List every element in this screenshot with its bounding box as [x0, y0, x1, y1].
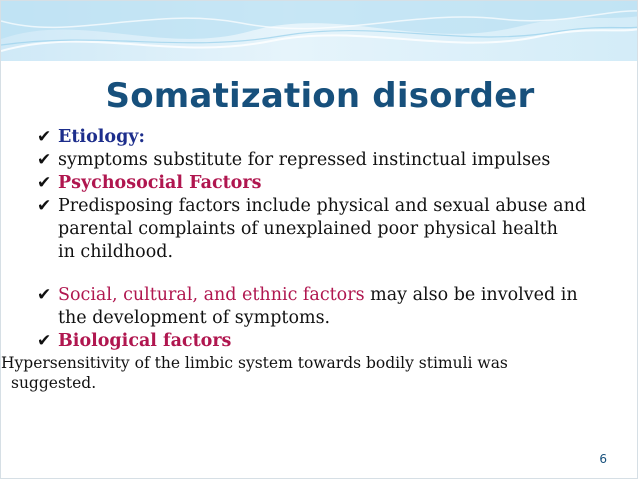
- wave-decoration: [1, 1, 638, 61]
- check-bullet-icon: ✔: [37, 331, 52, 351]
- check-bullet-icon: ✔: [37, 150, 52, 170]
- predisposing-line-1: Predisposing factors include physical and sexual abuse and: [58, 196, 587, 216]
- check-bullet-icon: ✔: [37, 196, 52, 216]
- hypersensitivity-line-1: Hypersensitivity of the limbic system towards bodily stimuli was: [1, 354, 508, 372]
- social-cultural-line-2: the development of symptoms.: [58, 308, 331, 328]
- list-item-psychosocial: [37, 172, 617, 195]
- slide-title: Somatization disorder: [105, 76, 535, 116]
- list-item-biological: [37, 330, 617, 353]
- check-bullet-icon: ✔: [37, 173, 52, 193]
- check-bullet-icon: ✔: [37, 285, 52, 305]
- decorative-wave-banner: [1, 1, 638, 61]
- list-item-social-cultural: [37, 284, 617, 330]
- check-bullet-icon: ✔: [37, 127, 52, 147]
- hypersensitivity-line-2: suggested.: [11, 374, 97, 392]
- list-item-symptoms: [37, 149, 617, 172]
- list-item-predisposing: [37, 195, 617, 264]
- page-number: 6: [599, 452, 607, 466]
- social-cultural-highlight: Social, cultural, and ethnic factors: [58, 285, 365, 305]
- etiology-heading: Etiology:: [58, 127, 145, 147]
- hypersensitivity-paragraph: [1, 353, 601, 393]
- biological-heading: Biological factors: [58, 331, 232, 351]
- psychosocial-heading: Psychosocial Factors: [58, 173, 262, 193]
- predisposing-line-2: parental complaints of unexplained poor physical health: [58, 219, 558, 239]
- list-item-etiology: [37, 126, 617, 149]
- social-cultural-rest: may also be involved in: [364, 285, 578, 305]
- slide-content: [1, 126, 617, 393]
- predisposing-line-3: in childhood.: [58, 242, 174, 262]
- symptoms-text: symptoms substitute for repressed instinctual impulses: [58, 150, 551, 170]
